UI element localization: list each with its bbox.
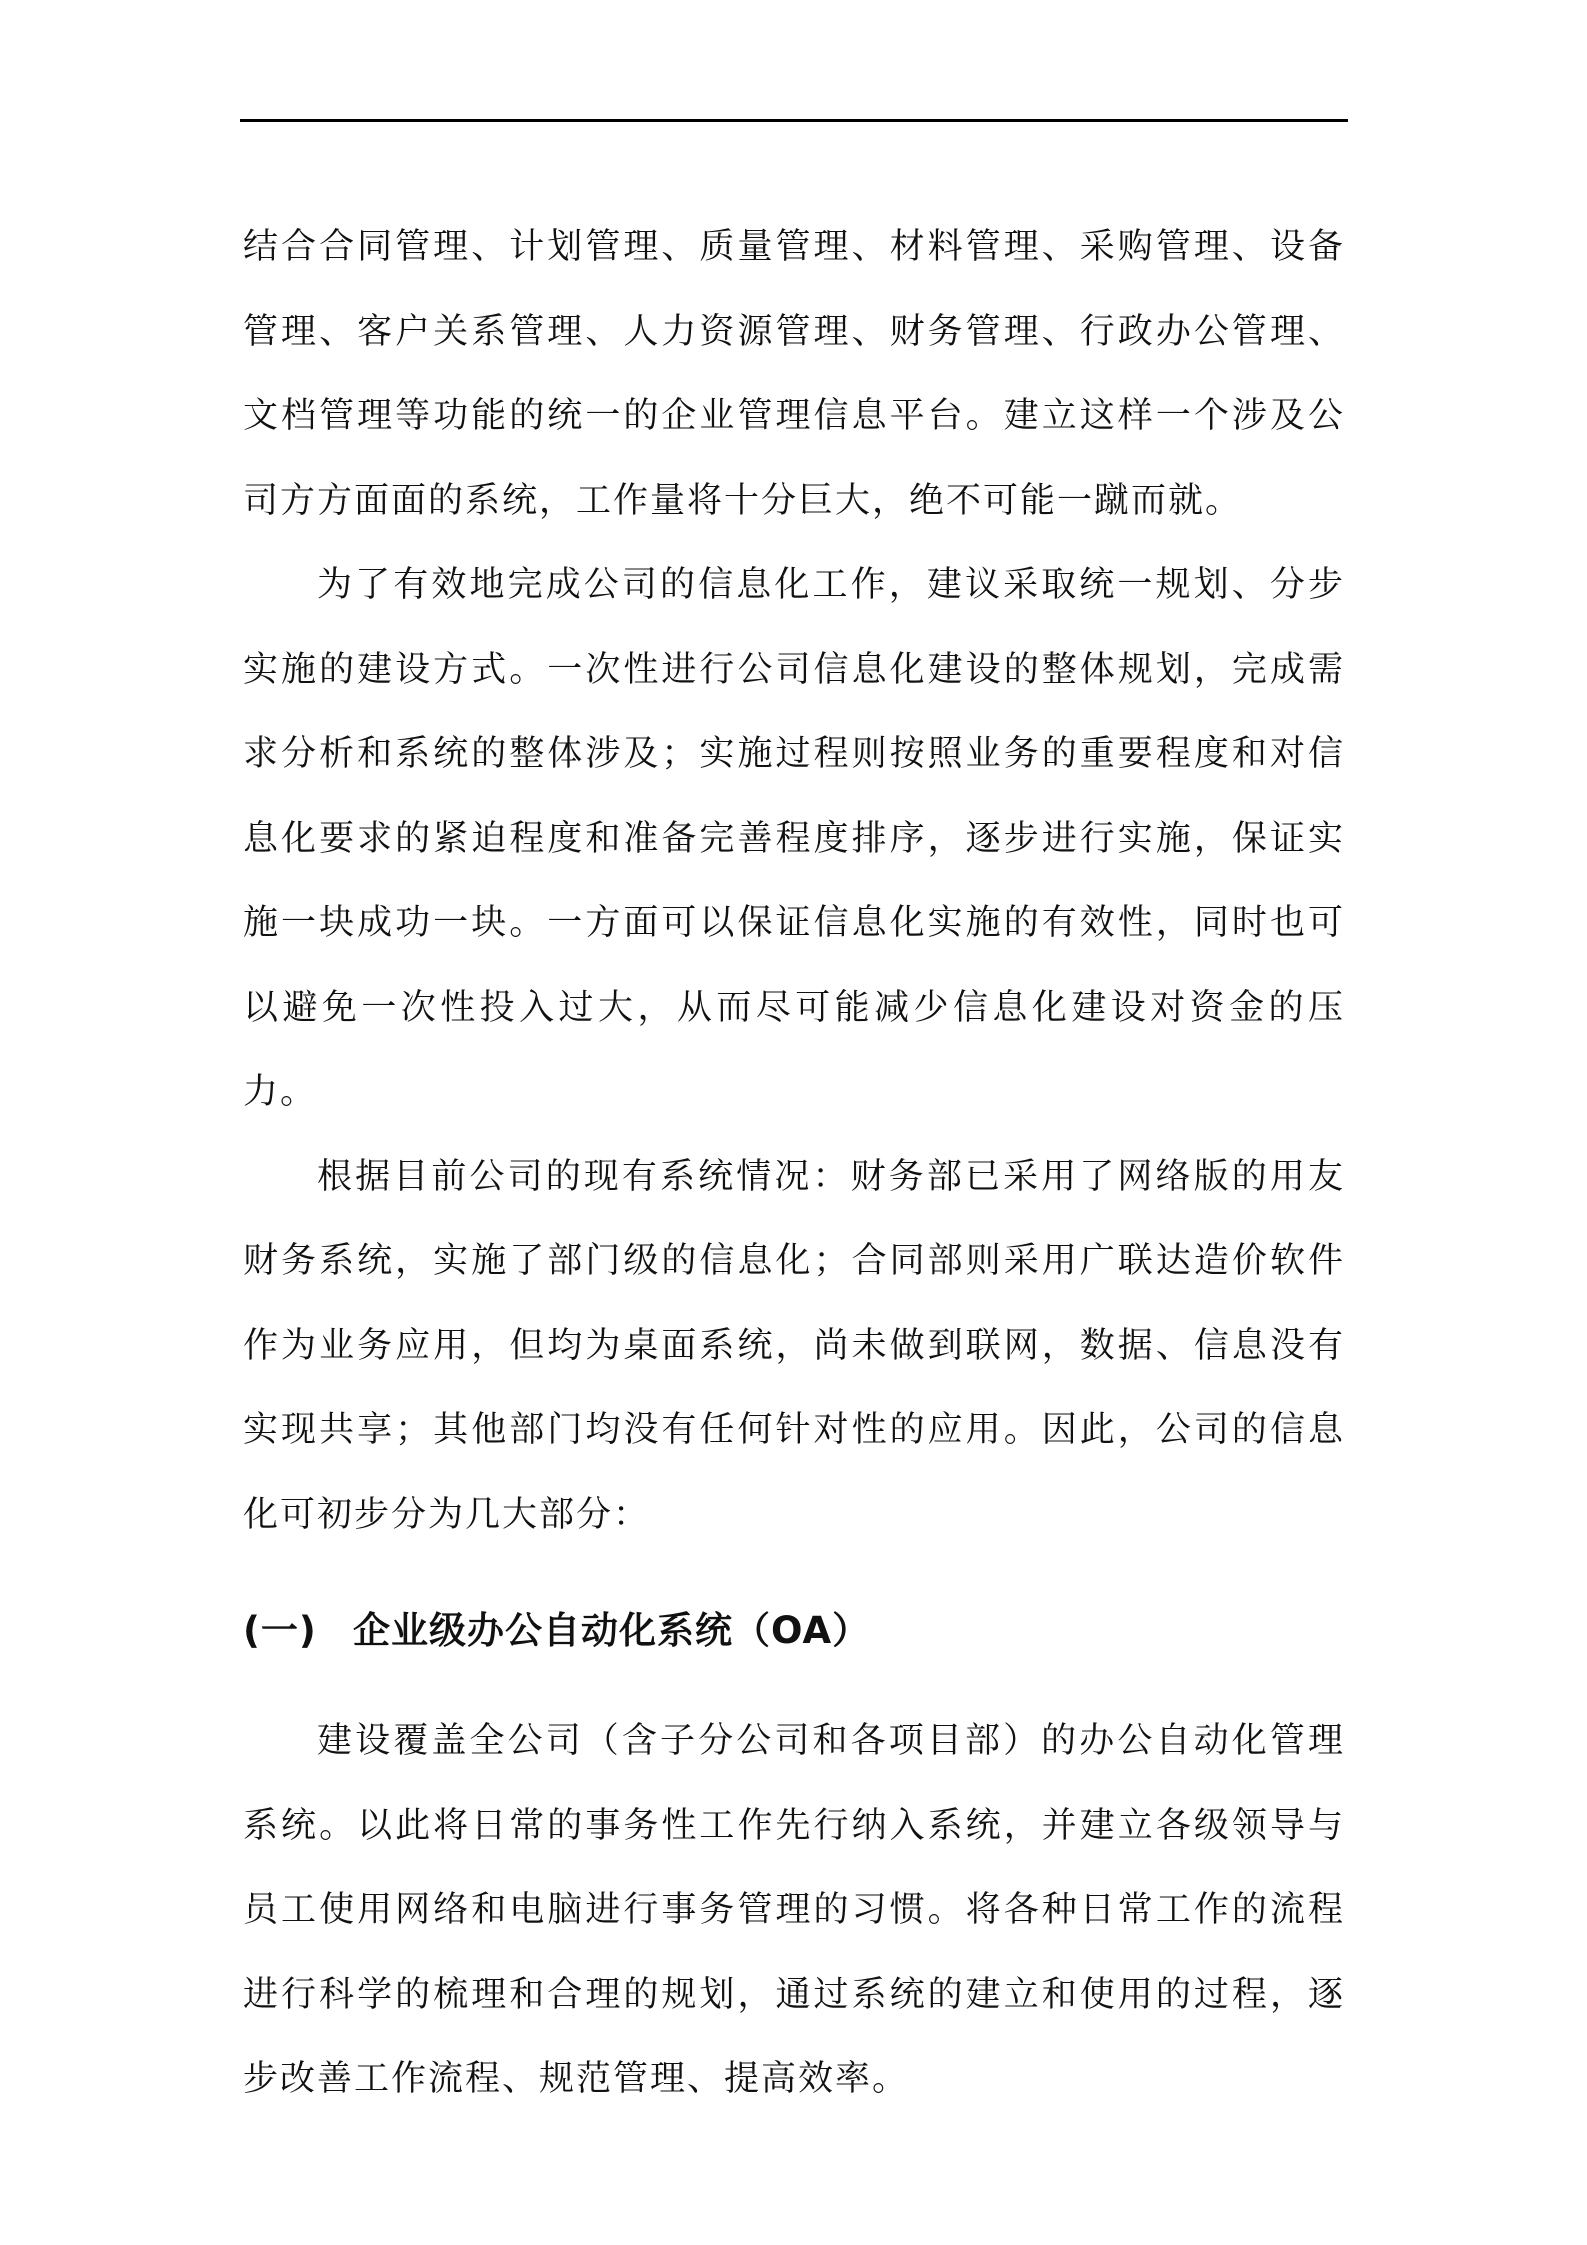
- section-title: 企业级办公自动化系统（OA）: [353, 1609, 871, 1652]
- paragraph-current-systems: 根据目前公司的现有系统情况：财务部已采用了网络版的用友财务系统，实施了部门级的信息化；合同部则采用广联达造价软件作为业务应用，但均为桌面系统，尚未做到联网，数据、信息没有实现共享；其他部门均没有任何针对性的应用。因此，公司的信息化可初步分为几大部分：: [243, 1156, 1345, 1535]
- paragraph-continuation: 结合合同管理、计划管理、质量管理、材料管理、采购管理、设备管理、客户关系管理、人力资源管理、财务管理、行政办公管理、文档管理等功能的统一的企业管理信息平台。建立这样一个涉及公司方方面面的系统，工作量将十分巨大，绝不可能一蹴而就。: [243, 227, 1345, 521]
- section-heading-oa: [243, 1591, 1345, 1671]
- document-body: [243, 205, 1345, 2122]
- section-number: (一): [243, 1609, 317, 1652]
- paragraph-implementation-approach: 为了有效地完成公司的信息化工作，建议采取统一规划、分步实施的建设方式。一次性进行公司信息化建设的整体规划，完成需求分析和系统的整体涉及；实施过程则按照业务的重要程度和对信息化要求的紧迫程度和准备完善程度排序，逐步进行实施，保证实施一块成功一块。一方面可以保证信息化实施的有效性，同时也可以避免一次性投入过大，从而尽可能减少信息化建设对资金的压力。: [243, 565, 1345, 1112]
- paragraph-oa-description: 建设覆盖全公司（含子分公司和各项目部）的办公自动化管理系统。以此将日常的事务性工作先行纳入系统，并建立各级领导与员工使用网络和电脑进行事务管理的习惯。将各种日常工作的流程进行科学的梳理和合理的规划，通过系统的建立和使用的过程，逐步改善工作流程、规范管理、提高效率。: [243, 1721, 1345, 2099]
- header-rule: [240, 119, 1348, 122]
